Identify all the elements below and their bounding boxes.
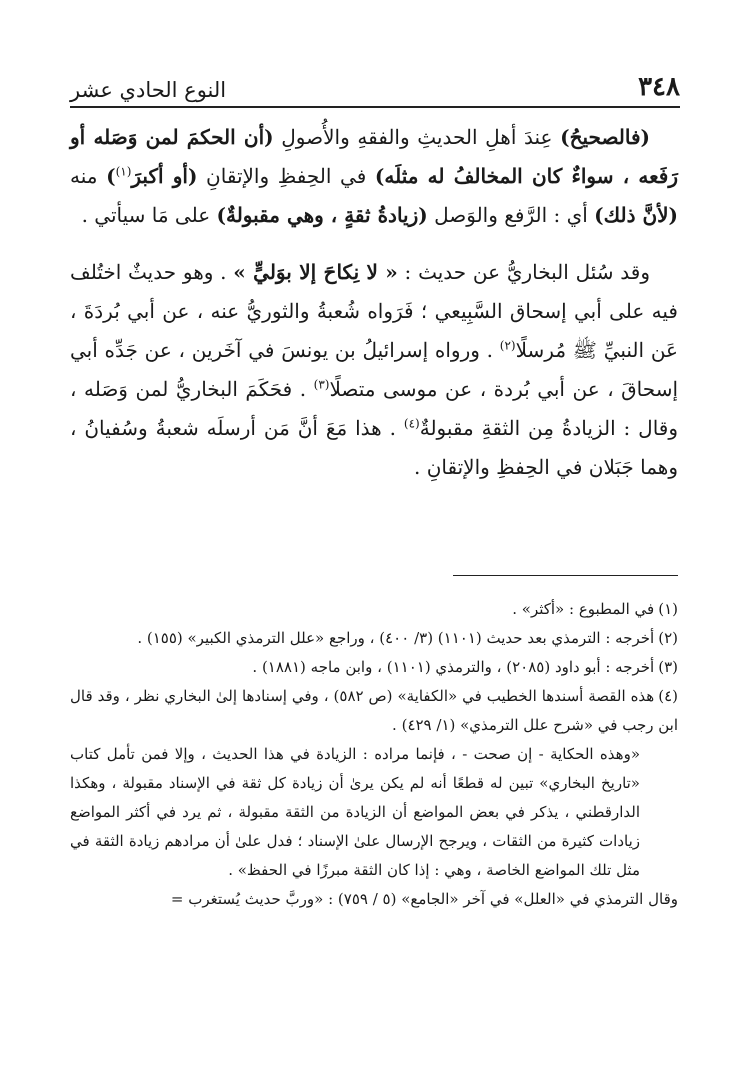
page-header: [70, 62, 680, 108]
text-run: . وهو حديثٌ اختُلف فيه على أبي إسحاق السَّبِيعي ؛ فَرَواه شُعبةُ والثوريُّ عنه ، عن أبي بُردَةَ ، عَن النبيِّ ﷺ مُرسلًا: [70, 260, 678, 362]
footnote-ref-3[interactable]: (٣): [313, 377, 330, 392]
footnote-4: [70, 682, 678, 740]
footnote-text: هذه القصة أسندها الخطيب في «الكفاية» (ص ٥٨٢) ، وفي إسنادها إلىٰ البخاري نظر ، وقد قال ابن رجب في «شرح علل الترمذي» (١/ ٤٢٩) .: [70, 687, 678, 734]
text-run: منه: [70, 164, 107, 188]
bold-phrase: ): [106, 164, 116, 188]
bold-phrase: (لأنَّ ذلك): [594, 203, 678, 227]
footnote-number: (١): [658, 600, 678, 618]
paragraph-2: [70, 253, 678, 487]
footnote-separator: [453, 575, 678, 576]
footnote-1: [70, 595, 678, 624]
footnote-text: أخرجه : أبو داود (٢٠٨٥) ، والترمذي (١١٠١) ، وابن ماجه (١٨٨١) .: [252, 658, 655, 676]
text-run: . فحَكَمَ البخاريُّ لمن وَصَله ، وقال : الزيادةُ مِن الثقةِ مقبولةٌ: [70, 377, 679, 440]
bold-phrase: (أو أكبرَ: [131, 164, 198, 188]
footnote-4-quote: «وهذه الحكاية - إن صحت - ، فإنما مراده : الزيادة في هذا الحديث ، وإلا فمن تأمل كتاب «تاريخ البخاري» تبين له قطعًا أنه لم يكن يرىٰ أن زيادة كل ثقة في الإسناد مقبولة ، وهكذا الدارقطني ، يذكر في بعض المواضع أن الزيادة من الثقة مقبولة ، ثم يرد في أكثر المواضع زيادات كثيرة من الثقات ، ويرجح الإرسال علىٰ الإسناد ؛ فدل علىٰ أن مرادهم زيادة الثقة في مثل تلك المواضع الخاصة ، وهي : إذا كان الثقة مبرزًا في الحفظ» .: [70, 745, 640, 879]
bold-phrase: (زيادةُ ثقةٍ ، وهي مقبولةٌ): [216, 203, 428, 227]
footnotes: [70, 595, 678, 914]
footnote-2: [70, 624, 678, 653]
footnote-number: (٣): [658, 658, 678, 676]
text-run: على مَا سيأتي .: [81, 203, 217, 227]
footnote-4-continuation: وقال الترمذي في «العلل» في آخر «الجامع» (٥ / ٧٥٩) : «وربَّ حديث يُستغرب =: [170, 890, 678, 908]
page-number: ٣٤٨: [638, 72, 680, 102]
bold-phrase: (أن الحكمَ لمن وَصَله أو رَفَعه ، سواءٌ كان المخالفُ له مثلَه): [70, 125, 678, 188]
running-title: النوع الحادي عشر: [70, 78, 227, 102]
text-run: أي : الرَّفع والوَصل: [427, 203, 595, 227]
bold-term: (فالصحيحُ): [560, 125, 650, 149]
main-text: [70, 118, 678, 487]
footnote-number: (٤): [658, 687, 678, 705]
text-run: وقد سُئل البخاريُّ عن حديث :: [397, 260, 650, 284]
hadith-quote: « لا نِكاحَ إلا بوَليٍّ »: [233, 260, 398, 284]
footnote-3: [70, 653, 678, 682]
footnote-ref-1[interactable]: (١): [115, 164, 132, 179]
footnote-text: في المطبوع : «أكثر» .: [512, 600, 655, 618]
text-run: . هذا مَعَ أنَّ مَن أرسلَه شعبةُ وسُفيانُ ، وهما جَبَلان في الحِفظِ والإتقانِ .: [70, 416, 678, 479]
footnote-ref-2[interactable]: (٢): [499, 338, 516, 353]
text-run: . ورواه إسرائيلُ بن يونسَ في آخَرين ، عن جَدِّه أبي إسحاقَ ، عن أبي بُردة ، عن موسى متصلًا: [70, 338, 679, 401]
footnote-text: أخرجه : الترمذي بعد حديث (١١٠١) (٣/ ٤٠٠) ، وراجع «علل الترمذي الكبير» (١٥٥) .: [137, 629, 655, 647]
footnote-ref-4[interactable]: (٤): [403, 416, 420, 431]
footnote-number: (٢): [658, 629, 678, 647]
paragraph-1: [70, 118, 678, 235]
text-run: في الحِفظِ والإتقانِ: [197, 164, 375, 188]
text-run: عِندَ أهلِ الحديثِ والفقهِ والأُصولِ: [273, 125, 561, 149]
